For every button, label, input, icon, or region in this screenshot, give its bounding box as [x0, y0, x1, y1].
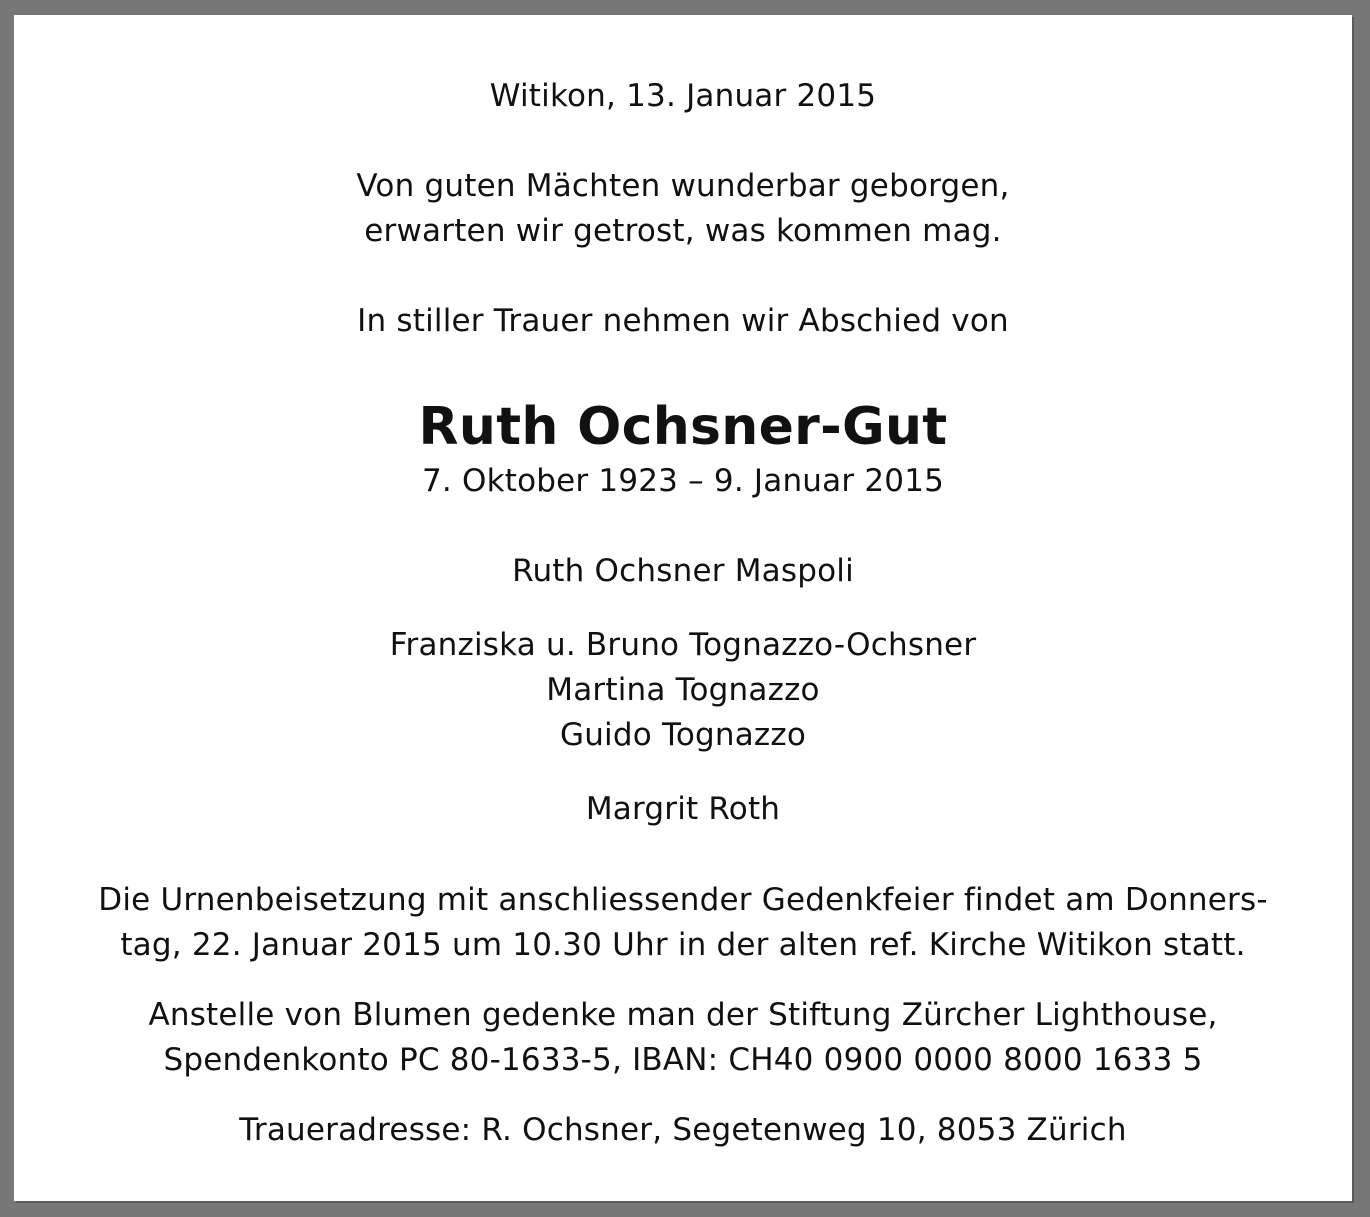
obituary-notice	[14, 15, 1352, 1201]
mourner-1: Ruth Ochsner Maspoli	[512, 553, 854, 589]
mourner-5: Margrit Roth	[585, 791, 781, 827]
mourner-2: Franziska u. Bruno Tognazzo-Ochsner	[389, 627, 977, 663]
ceremony-line-1: Die Urnenbeisetzung mit anschliessender Gedenkfeier findet am Donners-	[98, 882, 1268, 918]
intro-text: In stiller Trauer nehmen wir Abschied von	[357, 303, 1009, 339]
donation-line-2: Spendenkonto PC 80-1633-5, IBAN: CH40 0900 0000 8000 1633 5	[163, 1042, 1203, 1078]
place-date: Witikon, 13. Januar 2015	[489, 78, 877, 114]
mourning-address: Traueradresse: R. Ochsner, Segetenweg 10, 8053 Zürich	[239, 1112, 1127, 1148]
deceased-name: Ruth Ochsner-Gut	[418, 397, 948, 457]
verse-line-1: Von guten Mächten wunderbar geborgen,	[356, 168, 1010, 204]
verse-line-2: erwarten wir getrost, was kommen mag.	[364, 213, 1002, 249]
mourner-4: Guido Tognazzo	[559, 717, 807, 753]
donation-line-1: Anstelle von Blumen gedenke man der Stiftung Zürcher Lighthouse,	[148, 997, 1218, 1033]
mourner-3: Martina Tognazzo	[546, 672, 820, 708]
ceremony-line-2: tag, 22. Januar 2015 um 10.30 Uhr in der alten ref. Kirche Witikon statt.	[120, 927, 1246, 963]
life-dates: 7. Oktober 1923 – 9. Januar 2015	[421, 463, 945, 499]
